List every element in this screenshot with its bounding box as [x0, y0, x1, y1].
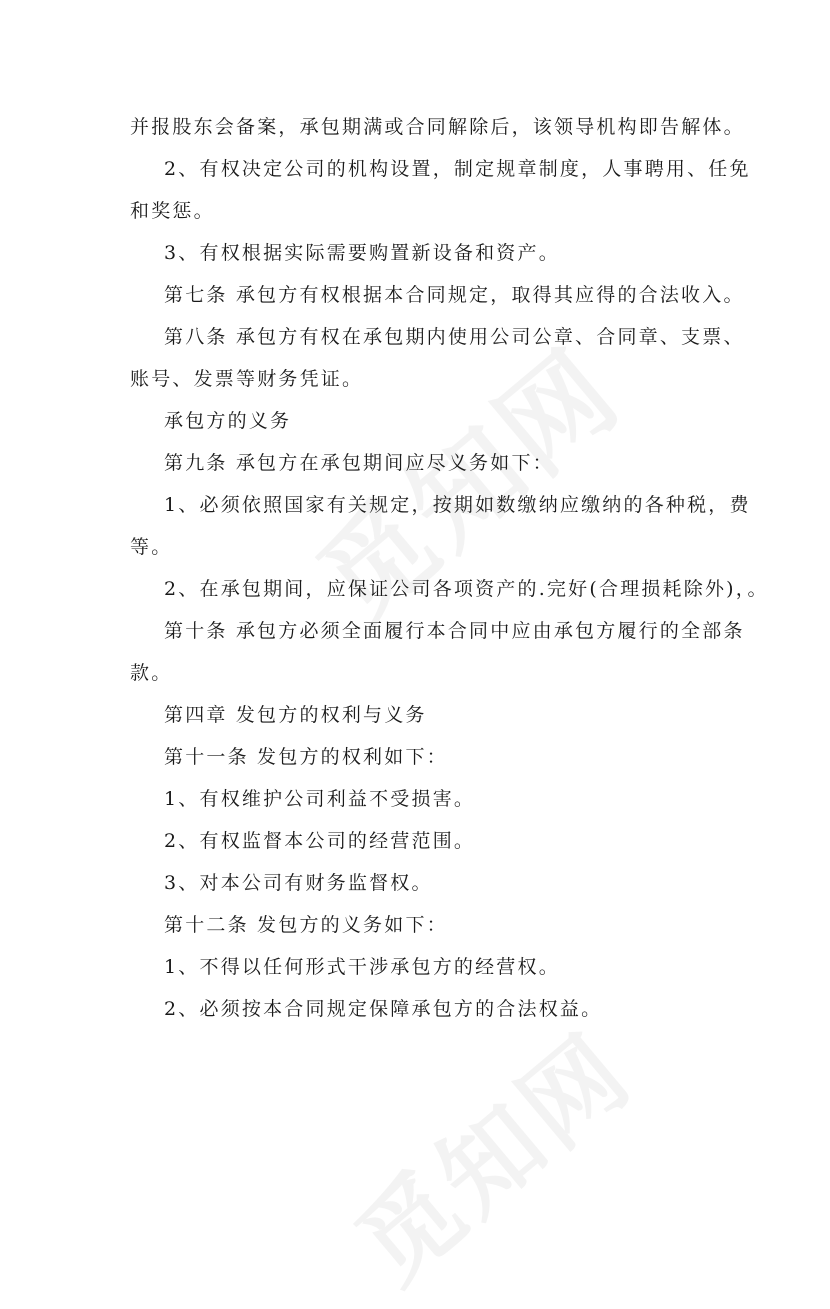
- article-heading: 第八条 承包方有权在承包期内使用公司公章、合同章、支票、: [164, 326, 745, 348]
- section-heading: 承包方的义务: [164, 410, 292, 432]
- paragraph-line: 账号、发票等财务凭证。: [130, 368, 364, 390]
- paragraph-line: 3、对本公司有财务监督权。: [164, 872, 433, 894]
- paragraph-line: 2、必须按本合同规定保障承包方的合法权益。: [164, 998, 603, 1020]
- article-heading: 第十条 承包方必须全面履行本合同中应由承包方履行的全部条: [164, 620, 745, 642]
- article-heading: 第十二条 发包方的义务如下：: [164, 914, 448, 936]
- article-heading: 第七条 承包方有权根据本合同规定，取得其应得的合法收入。: [164, 284, 745, 306]
- chapter-heading: 第四章 发包方的权利与义务: [164, 704, 427, 726]
- paragraph-line: 2、在承包期间，应保证公司各项资产的.完好(合理损耗除外)，。: [164, 578, 769, 600]
- paragraph-line: 并报股东会备案，承包期满或合同解除后，该领导机构即告解体。: [130, 116, 745, 138]
- paragraph-line: 款。: [130, 662, 173, 684]
- paragraph-line: 等。: [130, 536, 173, 558]
- paragraph-line: 1、不得以任何形式干涉承包方的经营权。: [164, 956, 560, 978]
- article-heading: 第十一条 发包方的权利如下：: [164, 746, 448, 768]
- document-body: [130, 106, 769, 1030]
- paragraph-line: 2、有权决定公司的机构设置，制定规章制度，人事聘用、任免: [164, 158, 751, 180]
- article-heading: 第九条 承包方在承包期间应尽义务如下：: [164, 452, 554, 474]
- paragraph-line: 3、有权根据实际需要购置新设备和资产。: [164, 242, 560, 264]
- paragraph-line: 1、有权维护公司利益不受损害。: [164, 788, 476, 810]
- paragraph-line: 1、必须依照国家有关规定，按期如数缴纳应缴纳的各种税，费: [164, 494, 751, 516]
- paragraph-line: 和奖惩。: [130, 200, 215, 222]
- watermark: [321, 995, 657, 1309]
- paragraph-line: 2、有权监督本公司的经营范围。: [164, 830, 476, 852]
